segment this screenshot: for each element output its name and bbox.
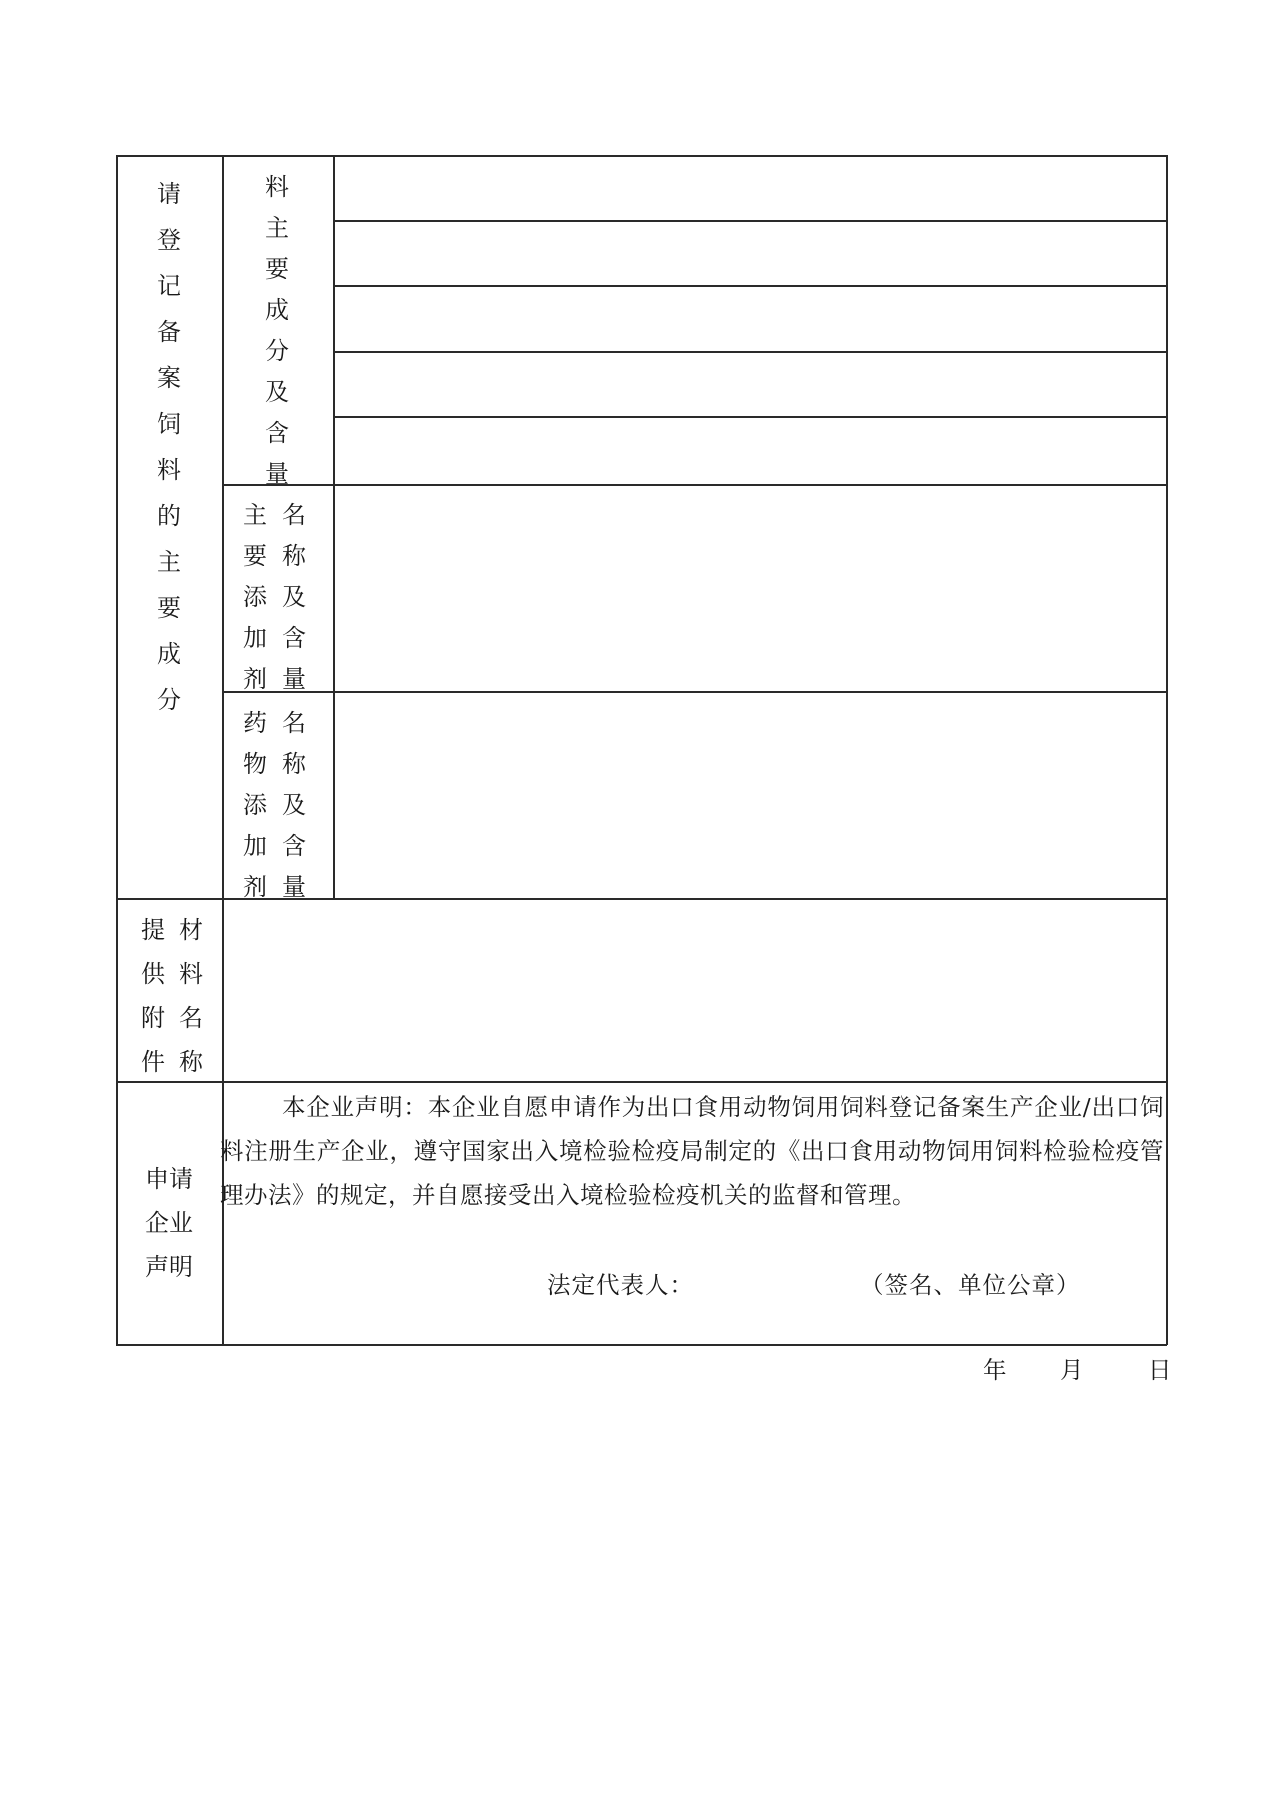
date-month-label: 月 [1060,1356,1084,1384]
declaration-section-top [116,1081,1167,1083]
raw-material-row-1-input[interactable] [335,157,1165,219]
attachments-value-input[interactable] [224,900,1165,1080]
raw-material-row-4-input[interactable] [335,353,1165,415]
raw-material-row-5-input[interactable] [335,418,1165,482]
additive-value-input[interactable] [335,486,1165,690]
drug-value-input[interactable] [335,693,1165,897]
additive-label-col2: 名 称 及 含 量 [282,501,306,693]
declaration-text: 本企业声明：本企业自愿申请作为出口食用动物饲用饲料登记备案生产企业/出口饲料注册生产企业，遵守国家出入境检验检疫局制定的《出口食用动物饲用饲料检验检疫管理办法》的规定，并自愿接受出入境检验检疫机关的监督和管理。 [220,1093,1164,1209]
declaration-label [116,1157,222,1289]
drug-label-col1: 药 物 添 加 剂 [243,709,267,901]
declaration-label-line-3: 声明 [145,1253,193,1281]
attachments-label-col1: 提 供 附 件 [141,916,165,1076]
drug-label-col2: 名 称 及 含 量 [282,709,306,901]
registration-form-table [116,155,1172,1384]
raw-material-label: 料 主 要 成 分 及 含 量 [265,173,289,488]
raw-material-row-2-input[interactable] [335,222,1165,284]
table-border-right [1166,155,1168,1345]
legal-representative-label: 法定代表人： [547,1271,694,1299]
declaration-label-line-1: 申请 [145,1165,193,1193]
additive-label-col1: 主 要 添 加 剂 [243,501,267,693]
declaration-label-line-2: 企业 [145,1209,193,1237]
date-day-label: 日 [1148,1356,1172,1384]
section-main-label: 请 登 记 备 案 饲 料 的 主 要 成 分 [157,180,181,714]
signature-seal-label: （签名、单位公章） [860,1271,1081,1299]
table-border-bottom [116,1344,1167,1346]
attachments-label-col2: 材 料 名 称 [179,916,203,1076]
date-year-label: 年 [983,1356,1007,1384]
raw-material-row-3-input[interactable] [335,287,1165,349]
